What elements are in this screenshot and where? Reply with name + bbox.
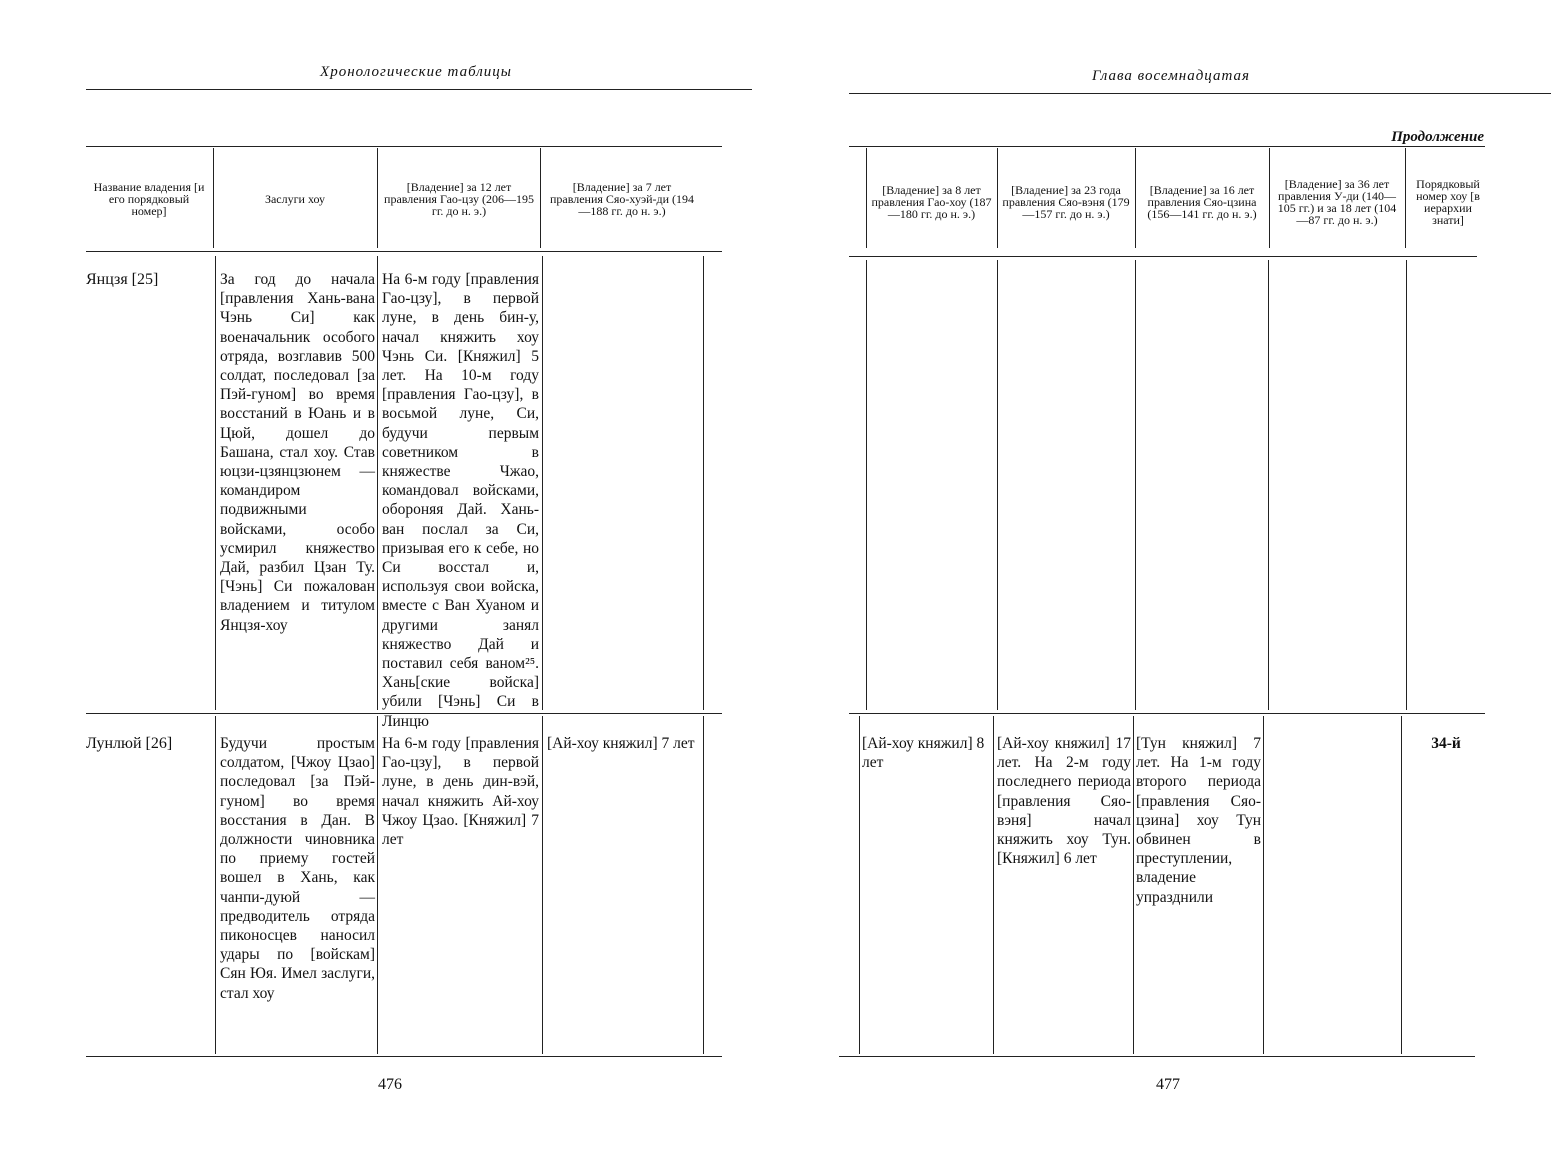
page-number: 476 (378, 1076, 402, 1093)
header-merits-text: Заслуги хоу (264, 192, 326, 206)
column-divider (993, 716, 994, 1054)
header-holding-name: Название владения [и его порядковый номер] (93, 180, 205, 218)
header-bottom-rule (849, 256, 1477, 257)
column-divider (377, 716, 378, 1054)
column-divider (1406, 260, 1407, 710)
header-bottom-rule (86, 251, 722, 252)
column-divider (542, 716, 543, 1054)
column-divider (859, 716, 860, 1054)
running-head-rule (86, 89, 752, 90)
merits-cell: Будучи простым солдатом, [Чжоу Цзао] последовал [за Пэй-гуном] во время восстания в Дан. В должности чиновника по приему гостей вошел в Хань, как чанпи-дуюй — предводитель отряда пиконосцев наносил удары по [войскам] Сян Юя. Имел заслуги, стал хоу (220, 735, 375, 1002)
row-divider (849, 713, 1485, 714)
column-divider (1135, 148, 1136, 248)
table-bottom-rule (86, 1056, 722, 1057)
column-divider (215, 716, 216, 1054)
gaohou-cell: [Ай-хоу княжил] 8 лет (862, 735, 985, 772)
column-divider (1268, 260, 1269, 710)
rank-cell: 34-й (1431, 735, 1461, 752)
column-divider (997, 260, 998, 710)
column-divider (1135, 260, 1136, 710)
wudi-cell (1273, 270, 1401, 310)
gaozu-cell: На 6-м году [правления Гао-цзу], в первой луне, в день бин-у, начал княжить хоу Чэнь Си. [Княжил] 5 лет. На 10-м году [правления Гао-цзу], в восьмой луне, Си, будучи первым советником в княжестве Чжао, командовал войсками, обороняя Дай. Хань-ван послал за Си, призывая его к себе, но Си восстал и, используя свои войска, вместе с Ван Хуаном и другими занял княжество Дай и поставил себя ваном²⁵. Хань[ские войска] убили [Чэнь] Си в Линцю (382, 271, 539, 730)
header-wudi: [Владение] за 36 лет правления У-ди (140—105 гг.) и за 18 лет (104—87 гг. до н. э.) (1277, 177, 1397, 227)
running-head: Хронологические таблицы (320, 64, 512, 80)
header-gaohou: [Владение] за 8 лет правления Гао-хоу (187—180 гг. до н. э.) (871, 183, 992, 221)
huidi-cell: [Ай-хоу княжил] 7 лет (547, 735, 695, 752)
merits-cell: За год до начала [правления Хань-вана Чэнь Си] как военачальник особого отряда, возглавив 500 солдат, последовал [за Пэй-гуном] во время восстаний в Юань и в Цюй, дошел до Башана, стал хоу. Став юцзи-цзянцзюнем — командиром подвижными войсками, особо усмирил княжество Дай, разбил Цзан Ту. [Чэнь] Си пожалован владением и титулом Янцзя-хоу (220, 271, 375, 634)
running-head: Глава восемнадцатая (1092, 68, 1250, 84)
holding-name: Лунлюй [26] (86, 735, 173, 752)
wen-cell (1001, 270, 1131, 310)
column-divider (866, 260, 867, 710)
column-divider (997, 148, 998, 248)
gaohou-cell (871, 270, 993, 310)
page-477 (771, 0, 1542, 1164)
table-top-rule (86, 146, 722, 147)
jing-cell: [Тун княжил] 7 лет. На 1-м году второго периода [правления Сяо-цзина] хоу Тун обвинен в преступлении, владение упразднили (1136, 735, 1261, 906)
column-divider (1263, 716, 1264, 1054)
column-divider (215, 256, 216, 710)
table-top-rule (849, 146, 1485, 147)
wudi-cell (1267, 734, 1397, 1034)
header-wen: [Владение] за 23 года правления Сяо-вэня (179—157 гг. до н. э.) (1002, 183, 1130, 221)
header-gaozu: [Владение] за 12 лет правления Гао-цзу (206—195 гг. до н. э.) (384, 180, 534, 218)
header-rank: Порядковый номер хоу [в иерархии знати] (1416, 177, 1480, 227)
page-476 (0, 0, 771, 1164)
page-number: 477 (1156, 1076, 1180, 1093)
column-divider (540, 148, 541, 248)
column-divider (1401, 716, 1402, 1054)
huidi-cell (547, 270, 700, 710)
column-divider (377, 148, 378, 248)
jing-cell (1139, 270, 1264, 310)
running-head-rule (849, 93, 1551, 94)
header-huidi: [Владение] за 7 лет правления Сяо-хуэй-ди (194—188 гг. до н. э.) (549, 180, 695, 218)
continuation-label: Продолжение (1391, 129, 1484, 145)
column-divider (1133, 716, 1134, 1054)
wen-cell: [Ай-хоу княжил] 17 лет. На 2-м году последнего периода [правления Сяо-вэня] начал княжить хоу Тун. [Княжил] 6 лет (997, 735, 1131, 868)
header-merits (218, 150, 372, 248)
column-divider (377, 256, 378, 710)
holding-name: Янцзя [25] (86, 271, 159, 288)
rank-cell (1411, 270, 1481, 310)
column-divider (542, 256, 543, 710)
table-bottom-rule (839, 1056, 1475, 1057)
column-divider (213, 148, 214, 248)
gaozu-cell: На 6-м году [правления Гао-цзу], в первой луне, в день дин-вэй, начал княжить Ай-хоу Чжоу Цзао. [Княжил] 7 лет (382, 735, 539, 849)
column-divider (1269, 148, 1270, 248)
header-jing: [Владение] за 16 лет правления Сяо-цзина (156—141 гг. до н. э.) (1147, 183, 1257, 221)
column-divider (703, 716, 704, 1054)
column-divider (866, 148, 867, 248)
column-divider (1405, 148, 1406, 248)
column-divider (703, 256, 704, 710)
